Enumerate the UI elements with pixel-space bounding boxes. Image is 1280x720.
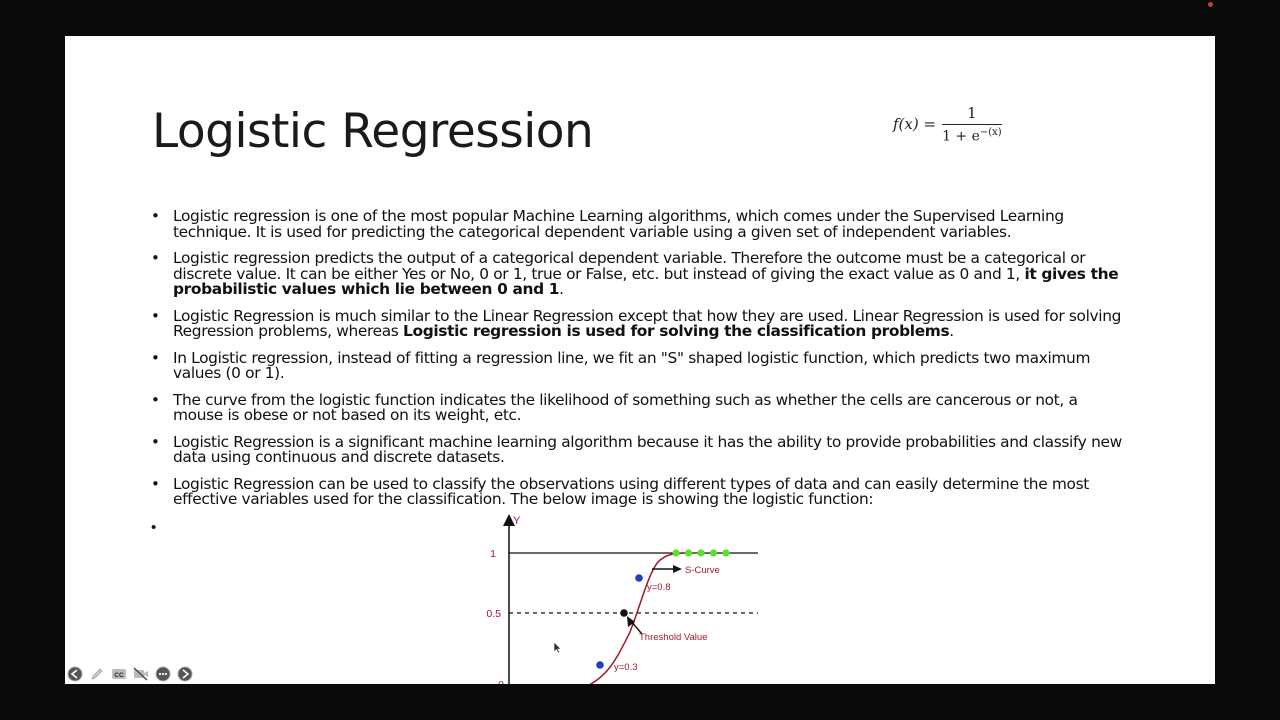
bullet-text: Logistic Regression is much similar to the Linear Regression except that how they are used. Linear Regression is used for solving Regression problems, whereas: [173, 306, 1122, 340]
annotation-s-curve: S-Curve: [685, 565, 720, 576]
bullet-text: Logistic regression predicts the output of a categorical dependent variable. Therefore the outcome must be a categorical or discrete value. It can be either Yes or No, 0 or 1, true or False, etc. but instead of giving the exact value as 0 and 1,: [173, 249, 1086, 283]
formula-exponent: −(x): [979, 127, 1002, 138]
upper-point: [697, 549, 704, 556]
bullet-text: .: [559, 280, 564, 298]
bullet-list: [151, 209, 1131, 519]
bullet-text: Logistic Regression can be used to classify the observations using different types of data and can easily determine the most effective variables used for the classification. The below image is showing the logistic function:: [173, 474, 1089, 508]
video-off-icon[interactable]: [130, 664, 152, 684]
logistic-function-chart: [470, 512, 780, 691]
captions-icon[interactable]: [108, 664, 130, 684]
bullet-text: The curve from the logistic function indicates the likelihood of something such as whether the cells are cancerous or not, a mouse is obese or not based on its weight, etc.: [173, 390, 1078, 424]
bullet-item: [151, 432, 1131, 466]
threshold-point: [620, 609, 628, 617]
annotation-y-low: y=0.3: [614, 662, 638, 673]
formula-fraction: [942, 104, 1002, 145]
bullet-item: [151, 306, 1131, 340]
s-curve-arrowhead: [673, 565, 682, 573]
bullet-item: [151, 348, 1131, 382]
empty-bullet: •: [151, 519, 157, 536]
presentation-slide: [65, 36, 1215, 691]
point-y-0-8: [635, 574, 643, 582]
bullet-item: [151, 251, 1131, 298]
bullet-bold-text: it gives the probabilistic values which lie between 0 and 1: [173, 264, 1119, 298]
bullet-bold-text: Logistic regression is used for solving the classification problems: [403, 322, 950, 340]
y-tick-label: 1: [490, 548, 496, 560]
sigmoid-formula: [893, 104, 1002, 145]
y-tick-label: 0: [498, 679, 504, 691]
pen-icon[interactable]: [86, 664, 108, 684]
upper-point: [685, 549, 692, 556]
bullet-item: [151, 474, 1131, 508]
back-arrow-icon[interactable]: [64, 664, 86, 684]
point-y-0-3: [596, 661, 604, 669]
formula-numerator: 1: [967, 104, 977, 122]
forward-arrow-icon[interactable]: [174, 664, 196, 684]
bullet-text: Logistic regression is one of the most popular Machine Learning algorithms, which comes under the Supervised Learning technique. It is used for predicting the categorical dependent variable using a given set of independent variables.: [173, 207, 1064, 241]
formula-denominator: [942, 125, 1002, 145]
upper-point: [672, 549, 679, 556]
bullet-text: Logistic Regression is a significant machine learning algorithm because it has the ability to provide probabilities and classify new data using continuous and discrete datasets.: [173, 432, 1122, 466]
annotation-y-high: y=0.8: [647, 582, 671, 593]
upper-point: [710, 549, 717, 556]
more-icon[interactable]: [152, 664, 174, 684]
upper-point: [722, 549, 729, 556]
mouse-cursor-icon: [553, 641, 562, 659]
slide-title: Logistic Regression: [152, 104, 594, 159]
bullet-text: In Logistic regression, instead of fitting a regression line, we fit an "S" shaped logistic function, which predicts two maximum values (0 or 1).: [173, 348, 1091, 382]
formula-denominator-base: 1 + e: [942, 128, 980, 145]
bullet-item: [151, 390, 1131, 424]
recording-indicator-dot: [1208, 2, 1213, 7]
bullet-text: .: [949, 322, 954, 340]
y-tick-label: 0.5: [486, 608, 501, 620]
formula-lhs: f(x) =: [893, 115, 937, 134]
annotation-threshold: Threshold Value: [639, 632, 708, 643]
svg-text:CC: CC: [114, 672, 124, 679]
presentation-controls: [64, 664, 196, 684]
bullet-item: [151, 209, 1131, 240]
y-axis-label: Y: [513, 515, 521, 527]
